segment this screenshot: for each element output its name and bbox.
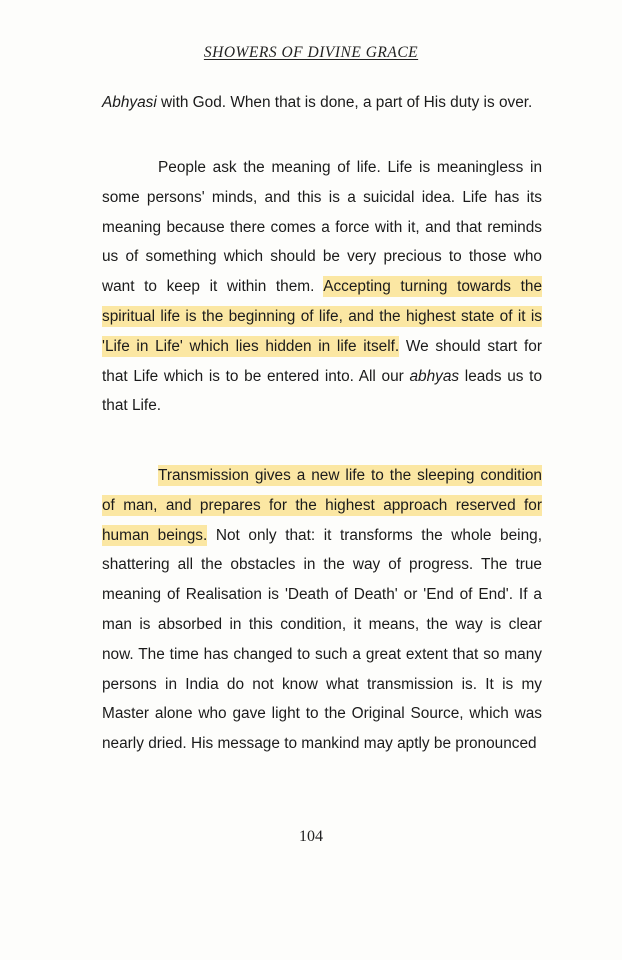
paragraph-2 [102, 153, 542, 421]
paragraph-2-highlighted-text: Accepting turning towards the spiritual life is the beginning of life, and the highest state of it is 'Life in Life' which lies hidden in life itself. [102, 278, 543, 355]
paragraph-2-text-end: leads us to that Life. [102, 367, 543, 415]
paragraph-1-italic-term: Abhyasi [102, 94, 157, 111]
page-number: 104 [299, 828, 323, 845]
paragraph-1 [102, 88, 542, 118]
running-header: SHOWERS OF DIVINE GRACE [203, 44, 419, 61]
paragraph-3 [102, 461, 542, 759]
paragraph-2-text-after: We should start for that Life which is to be entered into. All our [102, 337, 542, 385]
paragraph-2-italic-term: abhyas [409, 367, 460, 385]
paragraph-3-highlighted-text: Transmission gives a new life to the sleeping condition of man, and prepares for the highest approach reserved for human beings. [102, 467, 542, 544]
paragraph-2-text-before: People ask the meaning of life. Life is meaningless in some persons' minds, and this is a suicidal idea. Life has its meaning because there comes a force with it, and that reminds us of something which should be very precious to those who want to keep it within them. [102, 159, 542, 296]
paragraph-1-text: with God. When that is done, a part of His duty is over. [156, 94, 533, 111]
paragraph-3-text-after: Not only that: it transforms the whole being, shattering all the obstacles in the way of progress. The true meaning of Realisation is 'Death of Death' or 'End of End'. If a man is absorbed in this condition, it means, the way is clear now. The time has changed to such a great extent that so many persons in India do not know what transmission is. It is my Master alone who gave light to the Original Source, which was nearly dried. His message to mankind may aptly be pronounced [102, 526, 542, 753]
